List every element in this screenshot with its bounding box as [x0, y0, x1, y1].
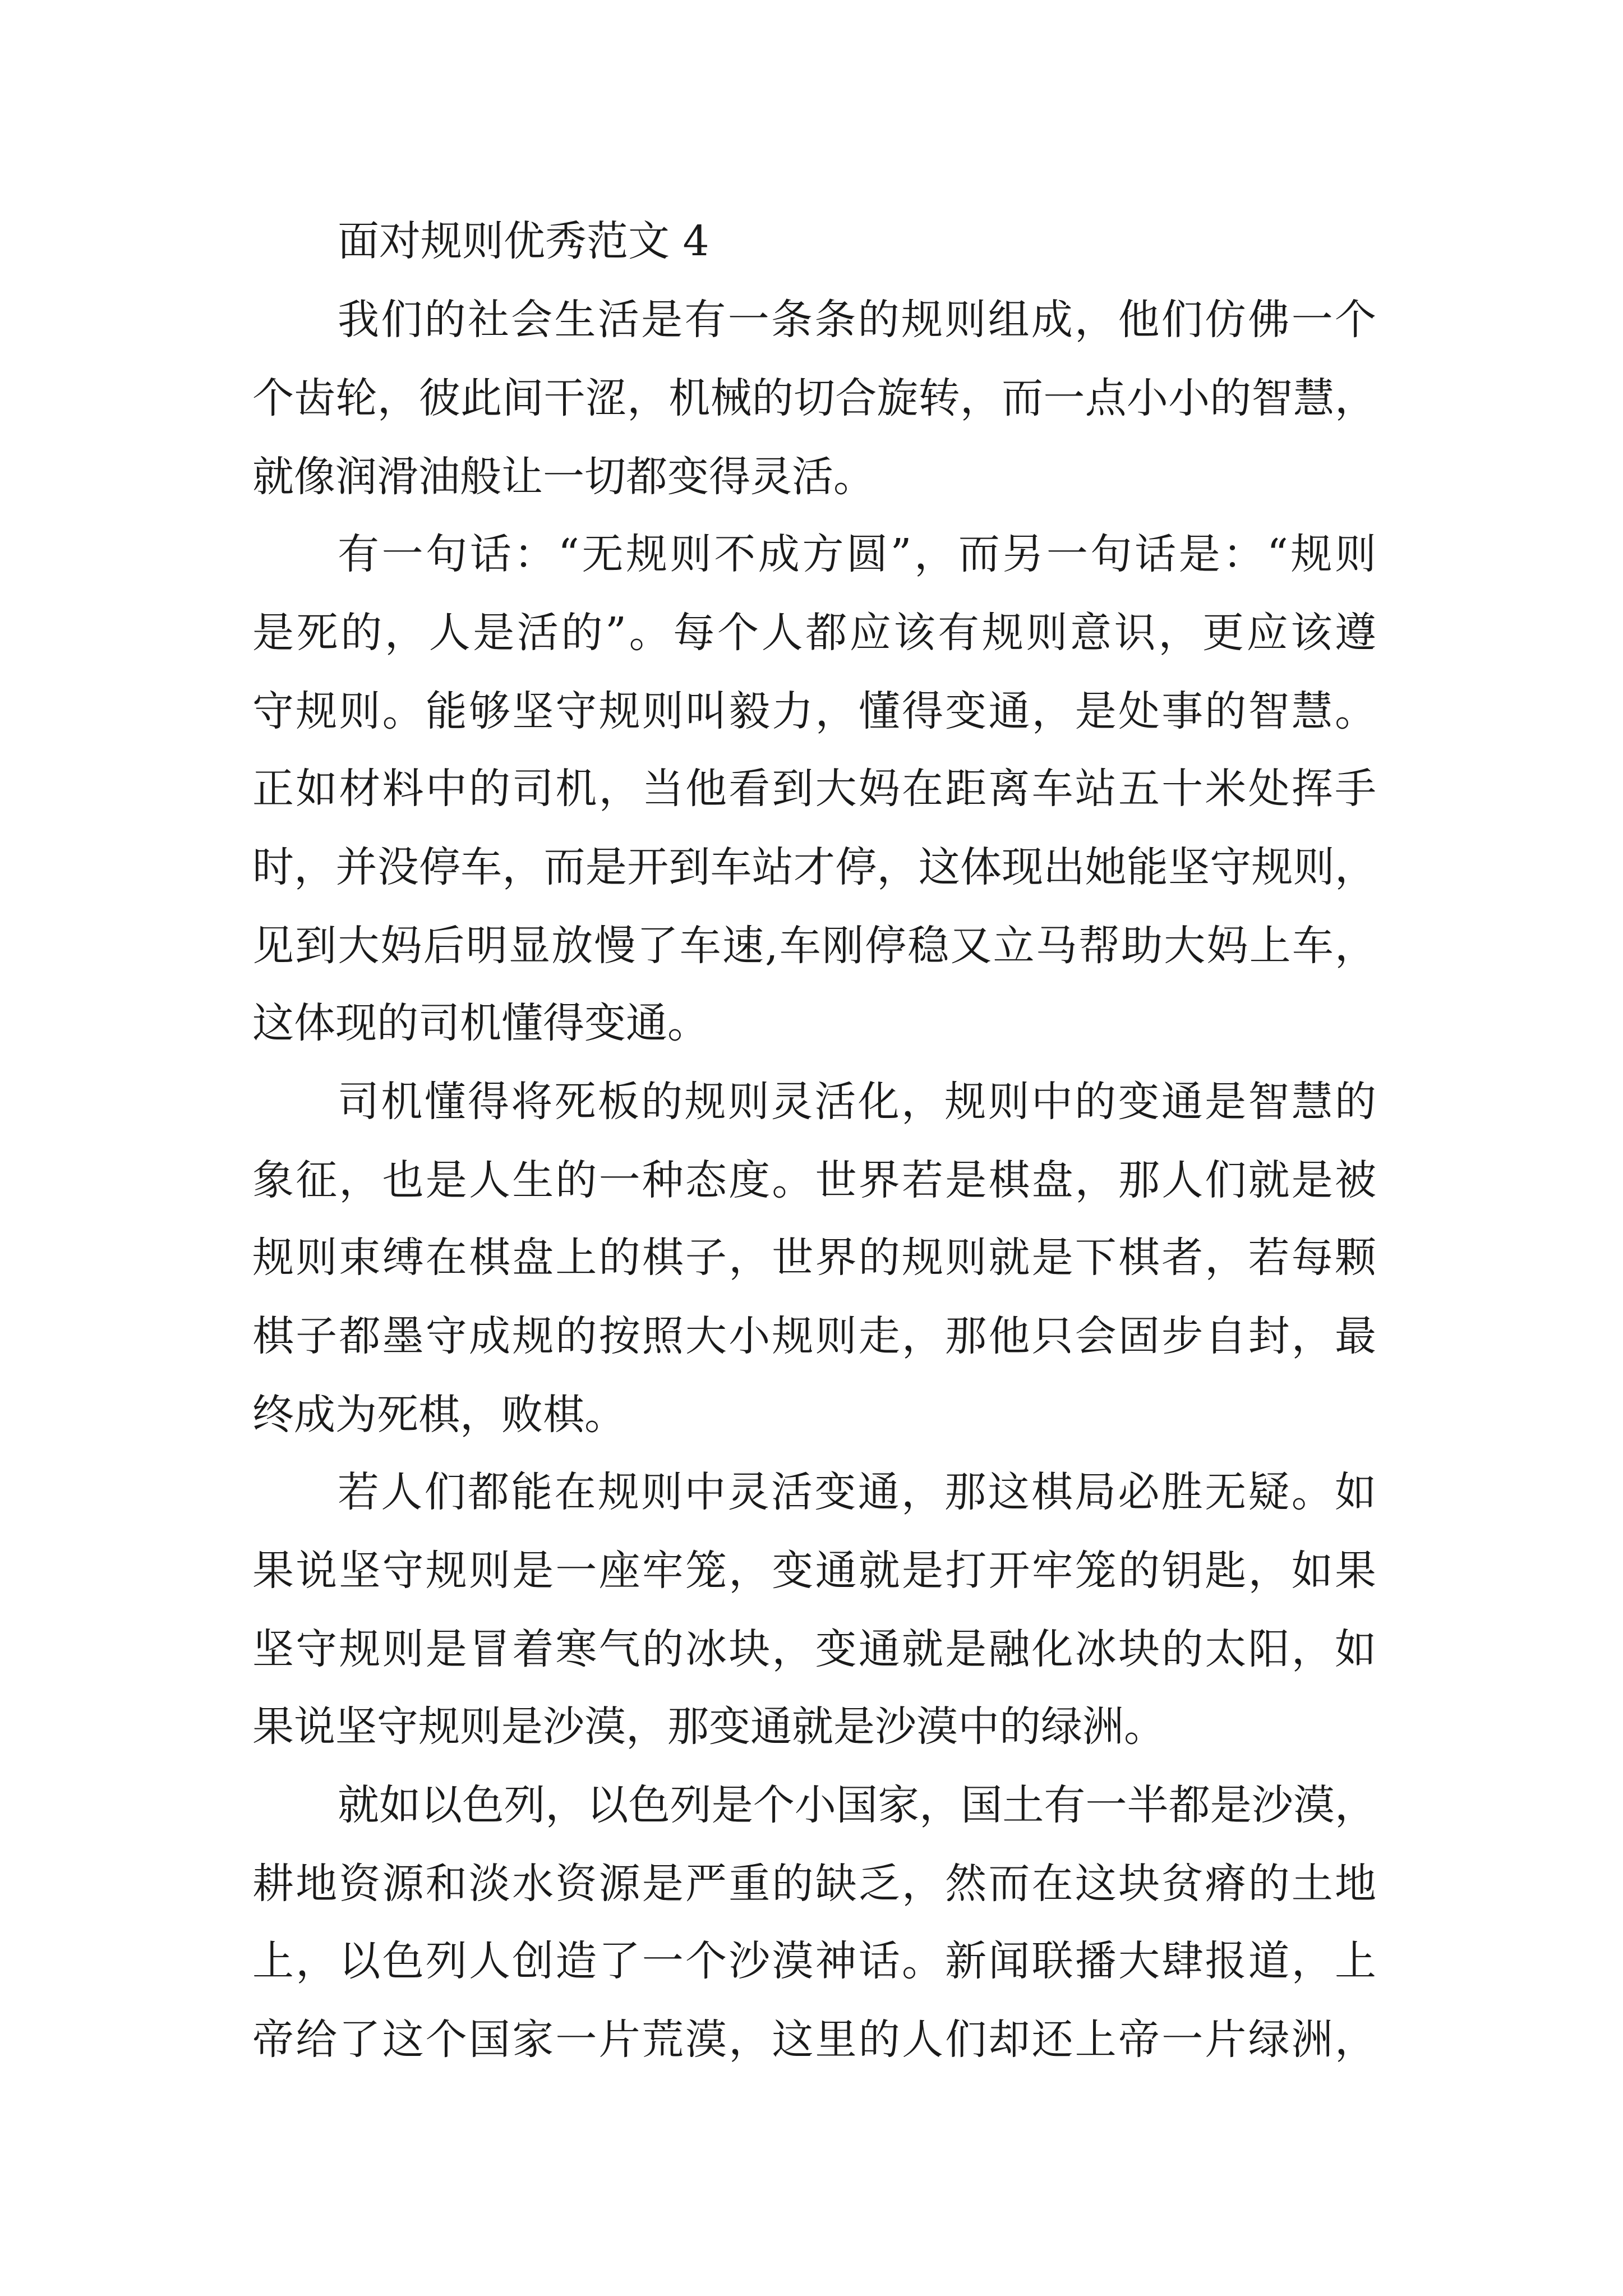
paragraph-line: 若人们都能在规则中灵活变通，那这棋局必胜无疑。如: [338, 1468, 1376, 1516]
paragraph-line: 就如以色列，以色列是个小国家，国土有一半都是沙漠，: [338, 1781, 1376, 1829]
paragraph-line: 守规则。能够坚守规则叫毅力，懂得变通，是处事的智慧。: [252, 687, 1376, 735]
paragraph-line: 是死的，人是活的”。每个人都应该有规则意识，更应该遵: [252, 609, 1376, 657]
paragraph-line: 果说坚守规则是一座牢笼，变通就是打开牢笼的钥匙，如果: [252, 1547, 1376, 1595]
paragraph-line: 耕地资源和淡水资源是严重的缺乏，然而在这块贫瘠的土地: [252, 1860, 1376, 1908]
paragraph-line: 终成为死棋，败棋。: [252, 1391, 626, 1439]
paragraph-line: 帝给了这个国家一片荒漠，这里的人们却还上帝一片绿洲，: [252, 2016, 1376, 2064]
paragraph-line: 这体现的司机懂得变通。: [252, 999, 709, 1047]
document-title: 面对规则优秀范文 4: [338, 217, 709, 265]
paragraph-line: 见到大妈后明显放慢了车速,车刚停稳又立马帮助大妈上车，: [252, 922, 1376, 970]
paragraph-line: 个齿轮，彼此间干涩，机械的切合旋转，而一点小小的智慧，: [252, 374, 1376, 422]
paragraph-line: 规则束缚在棋盘上的棋子，世界的规则就是下棋者，若每颗: [252, 1234, 1376, 1282]
paragraph-line: 上，以色列人创造了一个沙漠神话。新闻联播大肆报道，上: [252, 1937, 1376, 1985]
paragraph-line: 就像润滑油般让一切都变得灵活。: [252, 453, 875, 501]
paragraph-line: 时，并没停车，而是开到车站才停，这体现出她能坚守规则，: [252, 843, 1376, 891]
paragraph-line: 果说坚守规则是沙漠，那变通就是沙漠中的绿洲。: [252, 1703, 1165, 1751]
paragraph-line: 坚守规则是冒着寒气的冰块，变通就是融化冰块的太阳，如: [252, 1625, 1376, 1673]
paragraph-line: 我们的社会生活是有一条条的规则组成，他们仿佛一个: [338, 296, 1376, 344]
paragraph-line: 正如材料中的司机，当他看到大妈在距离车站五十米处挥手: [252, 765, 1376, 813]
paragraph-line: 棋子都墨守成规的按照大小规则走，那他只会固步自封，最: [252, 1312, 1376, 1360]
paragraph-line: 有一句话：“无规则不成方圆”，而另一句话是：“规则: [338, 530, 1376, 578]
paragraph-line: 象征，也是人生的一种态度。世界若是棋盘，那人们就是被: [252, 1156, 1376, 1204]
paragraph-line: 司机懂得将死板的规则灵活化，规则中的变通是智慧的: [338, 1078, 1376, 1126]
